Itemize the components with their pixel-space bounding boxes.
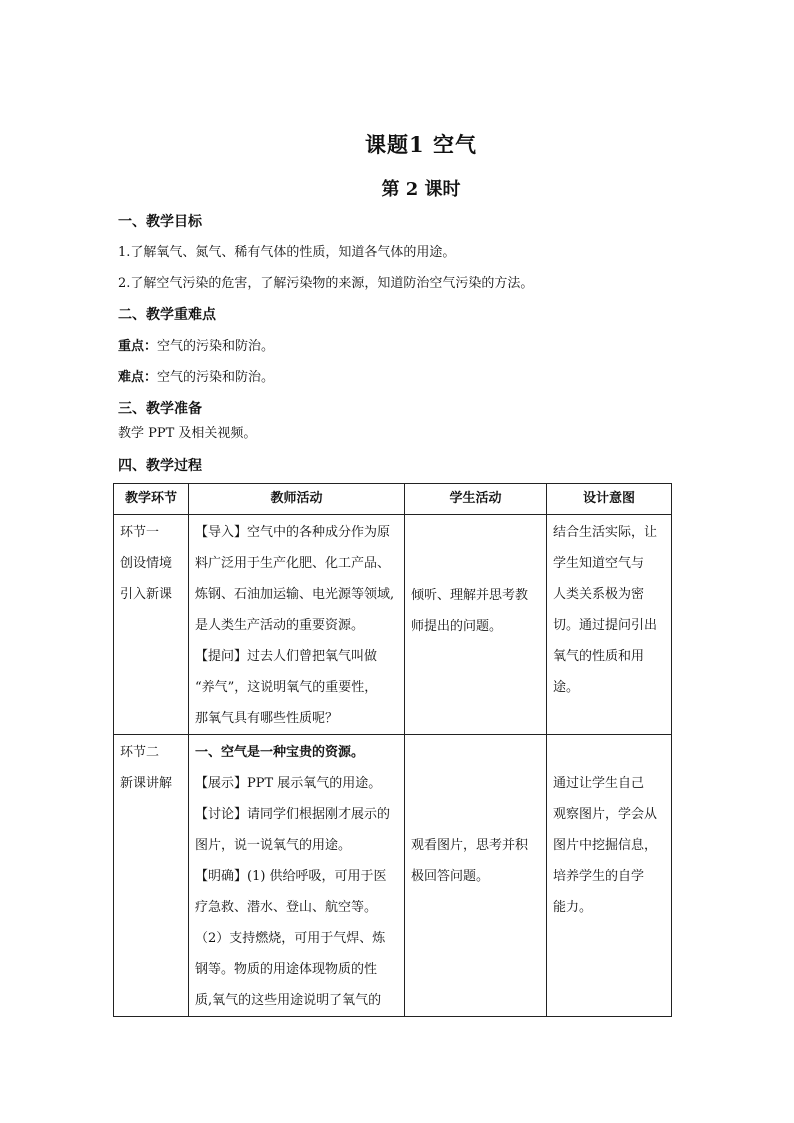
stage-line: 引入新课 [120, 587, 173, 602]
header-stage: 教学环节 [114, 484, 189, 515]
page-title: 课题1 空气 [365, 132, 477, 157]
student-line: 观看图片，思考并积 [411, 838, 529, 853]
difficult-point-text: 空气的污染和防治。 [157, 370, 275, 385]
teacher-cell [189, 735, 405, 1017]
teacher-line: “养气”，这说明氧气的重要性， [195, 680, 378, 695]
lesson-process-table [113, 483, 672, 1017]
prep-heading: 三、教学准备 [118, 401, 202, 417]
intent-line: 途。 [553, 680, 580, 695]
goals-heading: 一、教学目标 [118, 214, 202, 230]
intent-line: 切。通过提问引出 [553, 618, 658, 633]
student-cell [405, 515, 547, 735]
teacher-line: 【提问】过去人们曾把氧气叫做 [195, 649, 378, 664]
teacher-line: 【讨论】请同学们根据刚才展示的 [195, 807, 391, 822]
teacher-line: 是人类生产活动的重要资源。 [195, 618, 365, 633]
intent-line: 培养学生的自学 [553, 869, 645, 884]
student-cell [405, 735, 547, 1017]
difficult-point-label: 难点： [118, 370, 158, 385]
intent-line: 图片中挖掘信息， [553, 838, 658, 853]
process-heading: 四、教学过程 [118, 458, 202, 474]
teacher-line: 图片，说一说氧气的用途。 [195, 838, 352, 853]
prep-text: 教学 PPT 及相关视频。 [118, 426, 257, 441]
teacher-line: 炼钢、石油加运输、电光源等领域, [195, 587, 395, 602]
intent-line: 观察图片，学会从 [553, 807, 658, 822]
intent-line: 结合生活实际，让 [553, 525, 658, 540]
header-teacher: 教师活动 [189, 484, 405, 515]
teacher-line: 【导入】空气中的各种成分作为原 [195, 525, 391, 540]
teacher-cell [189, 515, 405, 735]
key-point-text: 空气的污染和防治。 [157, 339, 275, 354]
table-header-row [114, 484, 672, 515]
header-intent: 设计意图 [547, 484, 672, 515]
stage-line: 创设情境 [120, 556, 173, 571]
student-line: 师提出的问题。 [411, 619, 503, 634]
stage-cell [114, 515, 189, 735]
teacher-line: 【展示】PPT 展示氧气的用途。 [195, 776, 382, 791]
difficult-point [118, 368, 274, 388]
page-subtitle: 第 2 课时 [381, 179, 461, 200]
teacher-line: 【明确】(1) 供给呼吸，可用于医 [195, 869, 387, 884]
intent-cell [547, 735, 672, 1017]
student-line: 倾听、理解并思考教 [411, 588, 529, 603]
teacher-line: 一、空气是一种宝贵的资源。 [195, 745, 365, 760]
key-point [118, 337, 274, 357]
intent-line: 人类关系极为密 [553, 587, 645, 602]
teacher-line: 疗急救、潜水、登山、航空等。 [195, 900, 378, 915]
teacher-line: （2）支持燃烧，可用于气焊、炼 [195, 931, 386, 946]
stage-line: 环节一 [120, 525, 160, 540]
teacher-line: 钢等。物质的用途体现物质的性 [195, 962, 378, 977]
table-row [114, 735, 672, 1017]
key-heading: 二、教学重难点 [118, 307, 216, 323]
stage-cell [114, 735, 189, 1017]
header-student: 学生活动 [405, 484, 547, 515]
intent-line: 通过让学生自己 [553, 776, 645, 791]
intent-line: 氧气的性质和用 [553, 649, 645, 664]
teacher-line: 质,氧气的这些用途说明了氧气的 [195, 993, 382, 1008]
goal-2: 2.了解空气污染的危害，了解污染物的来源，知道防治空气污染的方法。 [118, 276, 534, 291]
teacher-line: 料广泛用于生产化肥、化工产品、 [195, 556, 391, 571]
stage-line: 环节二 [120, 745, 160, 760]
student-line: 极回答问题。 [411, 869, 490, 884]
intent-line: 能力。 [553, 900, 593, 915]
stage-line: 新课讲解 [120, 776, 173, 791]
teacher-line: 那氧气具有哪些性质呢？ [195, 711, 339, 726]
table-row [114, 515, 672, 735]
intent-cell [547, 515, 672, 735]
intent-line: 学生知道空气与 [553, 556, 645, 571]
goal-1: 1.了解氧气、氮气、稀有气体的性质，知道各气体的用途。 [118, 245, 456, 260]
key-point-label: 重点： [118, 339, 158, 354]
